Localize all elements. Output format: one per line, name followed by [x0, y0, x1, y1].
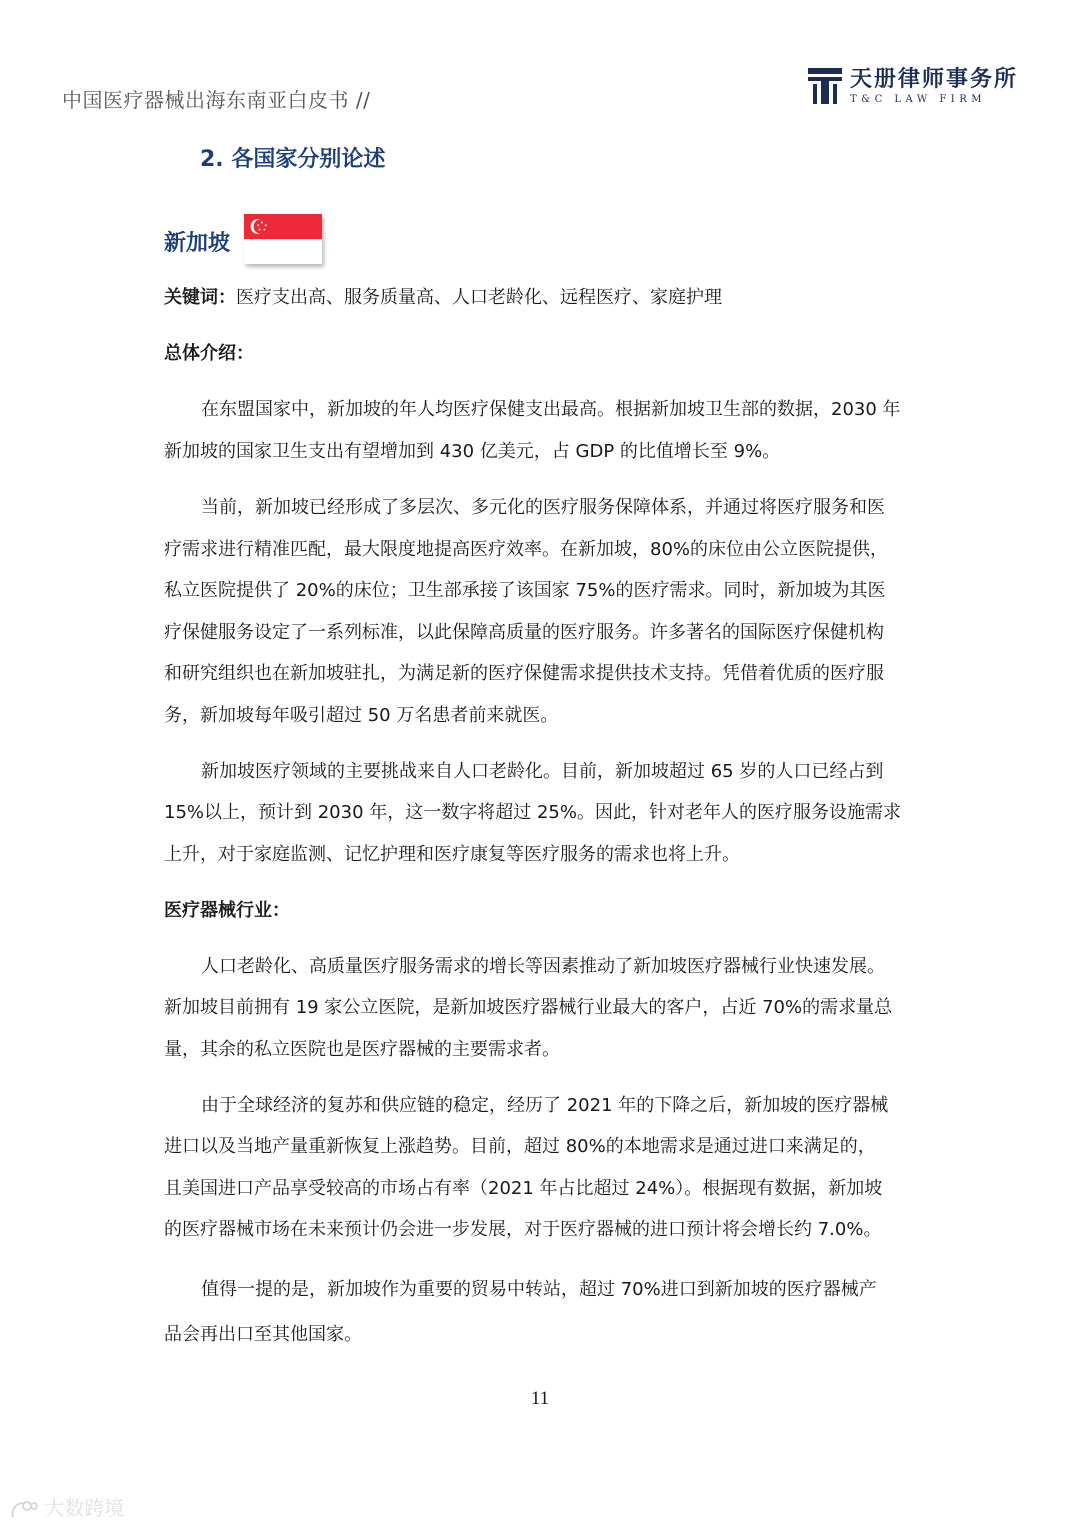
paragraph-line: 且美国进口产品享受较高的市场占有率（2021 年占比超过 24%）。根据现有数据，新加坡: [164, 1178, 883, 1199]
overview-label: 总体介绍：: [164, 343, 254, 364]
watermark-text: 大数跨境: [44, 1496, 125, 1520]
watermark: [10, 1492, 124, 1521]
flag-bottom-band: [244, 239, 322, 264]
law-firm-logo: [808, 68, 1018, 105]
paragraph-line: 在东盟国家中，新加坡的年人均医疗保健支出最高。根据新加坡卫生部的数据，2030 年: [201, 399, 901, 420]
paragraph-line: 15%以上，预计到 2030 年，这一数字将超过 25%。因此，针对老年人的医疗服务设施需求: [164, 802, 901, 823]
paragraph-line: 疗保健服务设定了一系列标准，以此保障高质量的医疗服务。许多著名的国际医疗保健机构: [164, 622, 884, 643]
header-title: 中国医疗器械出海东南亚白皮书 //: [62, 88, 371, 112]
singapore-flag-icon: [244, 214, 322, 264]
paragraph-line: 新加坡目前拥有 19 家公立医院，是新加坡医疗器械行业最大的客户，占近 70%的需求量总: [164, 997, 893, 1018]
paragraph-line: 的医疗器械市场在未来预计仍会进一步发展，对于医疗器械的进口预计将会增长约 7.0%。: [164, 1219, 882, 1240]
keywords-label: 关键词：: [164, 287, 236, 308]
page-number: 11: [530, 1388, 550, 1409]
logo-chinese-name: 天册律师事务所: [850, 67, 1019, 92]
paragraph-line: 疗需求进行精准匹配，最大限度地提高医疗效率。在新加坡，80%的床位由公立医院提供，: [164, 539, 889, 560]
paragraph-line: 务，新加坡每年吸引超过 50 万名患者前来就医。: [164, 705, 559, 726]
industry-label: 医疗器械行业：: [164, 900, 290, 921]
paragraph-line: 上升，对于家庭监测、记忆护理和医疗康复等医疗服务的需求也将上升。: [164, 844, 740, 865]
paragraph-line: 新加坡医疗领域的主要挑战来自人口老龄化。目前，新加坡超过 65 岁的人口已经占到: [201, 761, 884, 782]
paragraph-line: 进口以及当地产量重新恢复上涨趋势。目前，超过 80%的本地需求是通过进口来满足的，: [164, 1136, 876, 1157]
section-heading: 2. 各国家分别论述: [200, 147, 386, 172]
paragraph-line: 量，其余的私立医院也是医疗器械的主要需求者。: [164, 1039, 560, 1060]
paragraph-line: 私立医院提供了 20%的床位；卫生部承接了该国家 75%的医疗需求。同时，新加坡为其医: [164, 580, 886, 601]
paragraph-line: 和研究组织也在新加坡驻扎，为满足新的医疗保健需求提供技术支持。凭借着优质的医疗服: [164, 663, 884, 684]
paragraph-line: 由于全球经济的复苏和供应链的稳定，经历了 2021 年的下降之后，新加坡的医疗器械: [201, 1095, 889, 1116]
paragraph-line: 值得一提的是，新加坡作为重要的贸易中转站，超过 70%进口到新加坡的医疗器械产: [201, 1279, 877, 1300]
logo-english-name: T&C LAW FIRM: [850, 94, 986, 105]
paragraph-line: 当前，新加坡已经形成了多层次、多元化的医疗服务保障体系，并通过将医疗服务和医: [201, 497, 885, 518]
keywords-text: 医疗支出高、服务质量高、人口老龄化、远程医疗、家庭护理: [236, 287, 722, 308]
keywords-line: [164, 286, 722, 310]
watermark-logo-icon: [10, 1500, 38, 1520]
law-firm-logo-icon: [808, 68, 842, 104]
paragraph-line: 人口老龄化、高质量医疗服务需求的增长等因素推动了新加坡医疗器械行业快速发展。: [201, 956, 885, 977]
paragraph-line: 新加坡的国家卫生支出有望增加到 430 亿美元，占 GDP 的比值增长至 9%。: [164, 441, 781, 462]
country-title: 新加坡: [164, 231, 231, 256]
paragraph-line: 品会再出口至其他国家。: [164, 1324, 362, 1345]
